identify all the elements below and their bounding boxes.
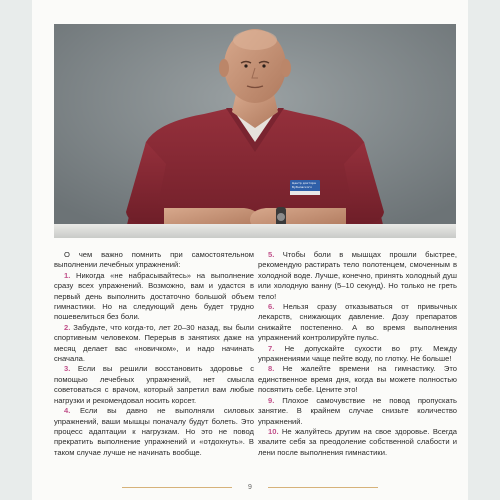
- doctor-photo: [54, 24, 456, 238]
- item-text: Если вы решили восстановить здоровье с помощью лечебных упражнений, нет смысла советоваться с врачом, который запретил вам любые нагрузки и рекомендовал носить корсет.: [54, 364, 254, 405]
- item-number: 1.: [64, 270, 71, 280]
- item-text: Если вы давно не выполняли силовых упражнений, ваши мышцы поначалу будут болеть. Это процесс адаптации к нагрузкам. Но это не повод прекратить выполнение упражнений и «отдохнуть». В таком случае лучше не начинать вообще.: [54, 406, 254, 457]
- left-column: [54, 250, 254, 458]
- item-text: Чтобы боли в мышцах прошли быстрее, рекомендую растирать тело полотенцем, смоченным в холодной воде. Лучше, конечно, принять холодный душ или холодную ванну (5–10 секунд). Но только не греть тело!: [258, 250, 457, 301]
- item-number: 8.: [268, 364, 275, 374]
- doctor-illustration: [54, 24, 456, 238]
- item-text: Не допускайте сухости во рту. Между упражнениями чаще пейте воду, по глотку. Не больше!: [258, 343, 457, 364]
- list-item: [54, 406, 254, 458]
- item-number: 5.: [268, 250, 275, 259]
- intro-paragraph: О чем важно помнить при самостоятельном выполнении лечебных упражнений:: [54, 250, 254, 270]
- item-number: 6.: [268, 302, 275, 312]
- item-text: Плохое самочувствие не повод пропускать занятие. В крайнем случае снизьте количество упражнений.: [258, 395, 457, 426]
- book-page: [32, 0, 468, 500]
- right-column: [258, 250, 457, 458]
- item-text: Не жалейте времени на гимнастику. Это единственное время дня, когда вы можете полностью посвятить себе. Цените это!: [258, 364, 457, 395]
- list-item: [258, 364, 457, 395]
- item-text: Нельзя сразу отказываться от привычных лекарств, снижающих давление. Дозу препаратов снижайте постепенно. А во время выполнения упражнений контролируйте пульс.: [258, 302, 457, 343]
- item-number: 10.: [268, 426, 279, 436]
- item-number: 4.: [64, 406, 71, 416]
- list-item: [258, 302, 457, 344]
- item-text: Никогда «не набрасывайтесь» на выполнение сразу всех упражнений. Возможно, вам и удастся в первый день выполнить достаточно большой объем гимнастики. Но на следующий день будет трудно пошевелиться без боли.: [54, 270, 254, 322]
- item-text: Забудьте, что когда-то, лет 20–30 назад, вы были спортивным человеком. Перерыв в занятиях даже на месяц делает вас «новичком», и надо начинать сначала.: [54, 322, 254, 364]
- item-number: 7.: [268, 343, 275, 353]
- page-number: 9: [248, 484, 252, 491]
- badge-line-2: Бубновского: [292, 185, 312, 189]
- item-text: Не жалуйтесь другим на свое здоровье. Всегда хвалите себя за преодоление собственной слабости и лени после выполнения гимнастики.: [258, 426, 457, 457]
- list-item: [54, 323, 254, 365]
- list-item: [258, 427, 457, 458]
- list-item: [258, 250, 457, 302]
- item-number: 2.: [64, 322, 71, 332]
- list-item: [54, 271, 254, 323]
- list-item: [258, 396, 457, 427]
- badge-line-1: Центр доктора: [292, 181, 316, 185]
- item-number: 9.: [268, 395, 275, 405]
- item-number: 3.: [64, 364, 71, 374]
- list-item: [258, 344, 457, 365]
- list-item: [54, 364, 254, 406]
